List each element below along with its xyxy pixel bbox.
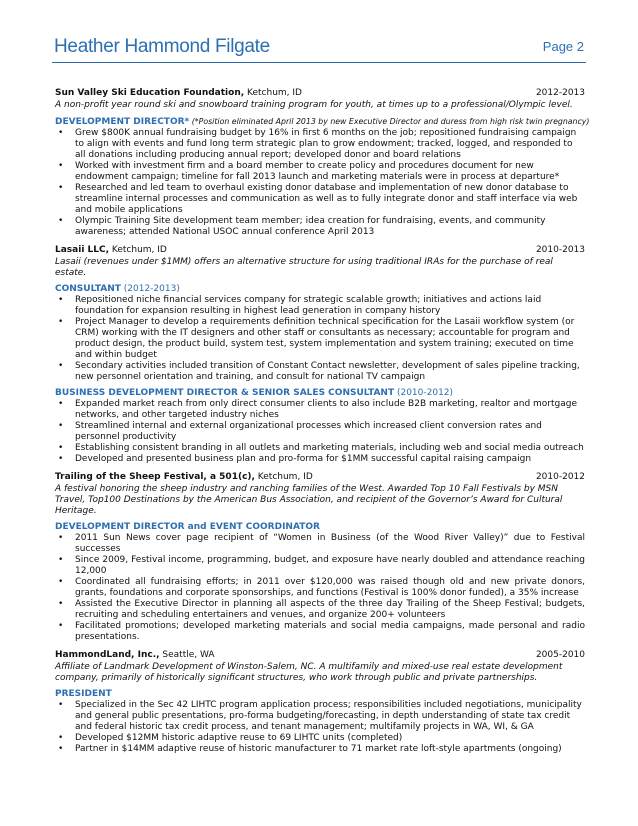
job-dates: 2010-2012 (535, 472, 585, 482)
bullet-icon: • (58, 317, 64, 327)
role-title (55, 388, 585, 399)
bullet-text: Partner in $14MM adaptive reuse of historic manufacturer to 71 market rate loft-style apartments (ongoing) (75, 744, 562, 754)
bullet-icon: • (58, 216, 64, 226)
bullet-text: Secondary activities included transition of Constant Contact newsletter, development of sales pipeline tracking, new personnel orientation and training, and consult for national TV campaign (75, 361, 580, 382)
organization-description: Lasaii (revenues under $1MM) offers an alternative structure for using traditional IRAs for the purchase of real estate. (55, 257, 553, 278)
experience-section (55, 88, 590, 762)
job-heading (55, 245, 585, 256)
bullet-text: Olympic Training Site development team member; idea creation for fundraising, events, and community awareness; attended National USOC annual conference April 2013 (75, 216, 546, 237)
bullet-item (55, 128, 585, 161)
bullet-icon: • (58, 621, 64, 631)
bullet-icon: • (58, 533, 64, 543)
role-title (55, 689, 585, 700)
job-location: Ketchum, ID (244, 88, 302, 98)
bullet-item (55, 700, 585, 733)
job-entry (55, 88, 590, 238)
bullet-text: Developed and presented business plan and pro-forma for $1MM successful capital raising campaign (75, 454, 532, 464)
bullet-text: Worked with investment firm and a board member to create policy and procedures document for new endowment campaign; timeline for fall 2013 launch and marketing materials were in process at departure* (75, 161, 560, 182)
bullet-list (55, 700, 585, 755)
bullet-icon: • (58, 700, 64, 710)
bullet-item (55, 744, 585, 755)
bullet-icon: • (58, 361, 64, 371)
bullet-icon: • (58, 744, 64, 754)
bullet-icon: • (58, 599, 64, 609)
role-name: PRESIDENT (55, 689, 112, 699)
role-note: (*Position eliminated April 2013 by new Executive Director and duress from high risk twin pregnancy) (189, 117, 590, 126)
bullet-item (55, 216, 585, 238)
organization-name: Lasaii LLC, (55, 245, 110, 255)
bullet-item (55, 361, 585, 383)
job-heading (55, 88, 585, 99)
bullet-item (55, 421, 585, 443)
bullet-icon: • (58, 183, 64, 193)
organization-description: Affiliate of Landmark Development of Winston-Salem, NC. A multifamily and mixed-use real estate development company, primarily of historically significant structures, who work through public and private partnerships. (55, 662, 563, 683)
bullet-list (55, 399, 585, 465)
bullet-icon: • (58, 577, 64, 587)
role-title (55, 522, 585, 533)
bullet-icon: • (58, 733, 64, 743)
bullet-text: Assisted the Executive Director in planning all aspects of the three day Trailing of the Sheep Festival; budgets, recruiting and scheduling entertainers and venues, and organize 200+ volunteers (75, 599, 585, 620)
bullet-icon: • (58, 161, 64, 171)
bullet-item (55, 399, 585, 421)
bullet-text: Since 2009, Festival income, programming, budget, and exposure have nearly doubled and attendance reaching 12,000 (75, 555, 585, 576)
job-entry (55, 245, 585, 465)
bullet-icon: • (58, 128, 64, 138)
job-location: Ketchum, ID (109, 245, 167, 255)
role-title (55, 116, 590, 128)
bullet-text: Developed $12MM historic adaptive reuse to 69 LIHTC units (completed) (75, 733, 403, 743)
bullet-text: Establishing consistent branding in all outlets and marketing materials, including web and social media outreach (75, 443, 584, 453)
bullet-item (55, 733, 585, 744)
bullet-text: Expanded market reach from only direct consumer clients to also include B2B marketing, realtor and mortgage networks, and other targeted industry niches (75, 399, 577, 420)
candidate-name: Heather Hammond Filgate (54, 36, 270, 57)
role-dates: (2012-2013) (120, 284, 180, 294)
bullet-text: Coordinated all fundraising efforts; in 2011 over $120,000 was raised though old and new private donors, grants, foundations and corporate sponsorships, and functions (Festival is 100% donor funded), a 35% increase (75, 577, 585, 598)
job-entry (55, 472, 585, 643)
bullet-item (55, 555, 585, 577)
bullet-item (55, 454, 585, 465)
bullet-list (55, 295, 585, 383)
organization-name: Trailing of the Sheep Festival, a 501(c), (55, 472, 255, 482)
organization-name: Sun Valley Ski Education Foundation, (55, 88, 245, 98)
job-dates: 2012-2013 (535, 88, 585, 98)
bullet-item (55, 533, 585, 555)
role-name: CONSULTANT (55, 284, 121, 294)
bullet-item (55, 161, 585, 183)
role-dates: (2010-2012) (394, 388, 454, 398)
bullet-item (55, 443, 585, 454)
bullet-text: Facilitated promotions; developed marketing materials and social media campaigns, made personal and radio presentations. (75, 621, 585, 642)
bullet-text: Researched and led team to overhaul existing donor database and implementation of new donor database to streamline internal processes and communication as well as to fully integrate donor and staff interface via web and mobile applications (75, 183, 578, 215)
job-dates: 2005-2010 (535, 650, 585, 660)
organization-description: A non-profit year round ski and snowboard training program for youth, at times up to a professional/Olympic level. (55, 100, 573, 110)
bullet-icon: • (58, 454, 64, 464)
organization-name: HammondLand, Inc., (55, 650, 160, 660)
bullet-item (55, 295, 585, 317)
bullet-icon: • (58, 399, 64, 409)
bullet-icon: • (58, 421, 64, 431)
role-title (55, 284, 585, 295)
bullet-text: Specialized in the Sec 42 LIHTC program application process; responsibilities included negotiations, municipality and general public presentations, pro-forma budgeting/forecasting, in depth understanding of state tax credit and federal historic tax credit process, and tenant management; multifamily projects in WA, WI, & GA (75, 700, 582, 732)
bullet-item (55, 183, 585, 216)
bullet-text: Streamlined internal and external organizational processes which increased client conversion rates and personnel productivity (75, 421, 542, 442)
bullet-item (55, 577, 585, 599)
bullet-icon: • (58, 555, 64, 565)
job-dates: 2010-2013 (535, 245, 585, 255)
bullet-item (55, 317, 585, 361)
organization-description: A festival honoring the sheep industry and ranching families of the West. Awarded Top 10 Fall Festivals by MSN Travel, Top100 Destinations by the American Bus Association, and recipient of the Governor’s Award for Cultural Heritage. (55, 484, 563, 516)
bullet-text: Grew $800K annual fundraising budget by 16% in first 6 months on the job; repositioned fundraising campaign to align with events and fund long term strategic plan to grow endowment; tracked, logged, and responded to all donations including producing annual report; developed donor and board relations (75, 128, 577, 160)
bullet-icon: • (58, 443, 64, 453)
job-heading (55, 650, 585, 661)
role-name: DEVELOPMENT DIRECTOR* (55, 117, 190, 127)
page-header (52, 36, 586, 63)
role-name: BUSINESS DEVELOPMENT DIRECTOR & SENIOR SALES CONSULTANT (55, 388, 395, 398)
page-number: Page 2 (542, 39, 584, 54)
bullet-list (55, 533, 585, 643)
job-entry (55, 650, 585, 755)
bullet-item (55, 621, 585, 643)
job-heading (55, 472, 585, 483)
bullet-text: Project Manager to develop a requirements definition technical specification for the Lasaii workflow system (or CRM) working with the IT designers and other staff or consultants as necessary; accountable for program and product design, the product build, system test, system implementation and system training; executed on time and within budget (75, 317, 575, 360)
bullet-list (55, 128, 585, 238)
role-name: DEVELOPMENT DIRECTOR and EVENT COORDINATOR (55, 522, 320, 532)
bullet-text: Repositioned niche financial services company for strategic scalable growth; initiatives and actions laid foundation for expansion resulting in highest lead generation in company history (75, 295, 542, 316)
job-location: Ketchum, ID (254, 472, 313, 482)
job-location: Seattle, WA (159, 650, 215, 660)
bullet-icon: • (58, 295, 64, 305)
bullet-item (55, 599, 585, 621)
bullet-text: 2011 Sun News cover page recipient of “Women in Business (of the Wood River Valley)” due to Festival successes (75, 533, 585, 554)
